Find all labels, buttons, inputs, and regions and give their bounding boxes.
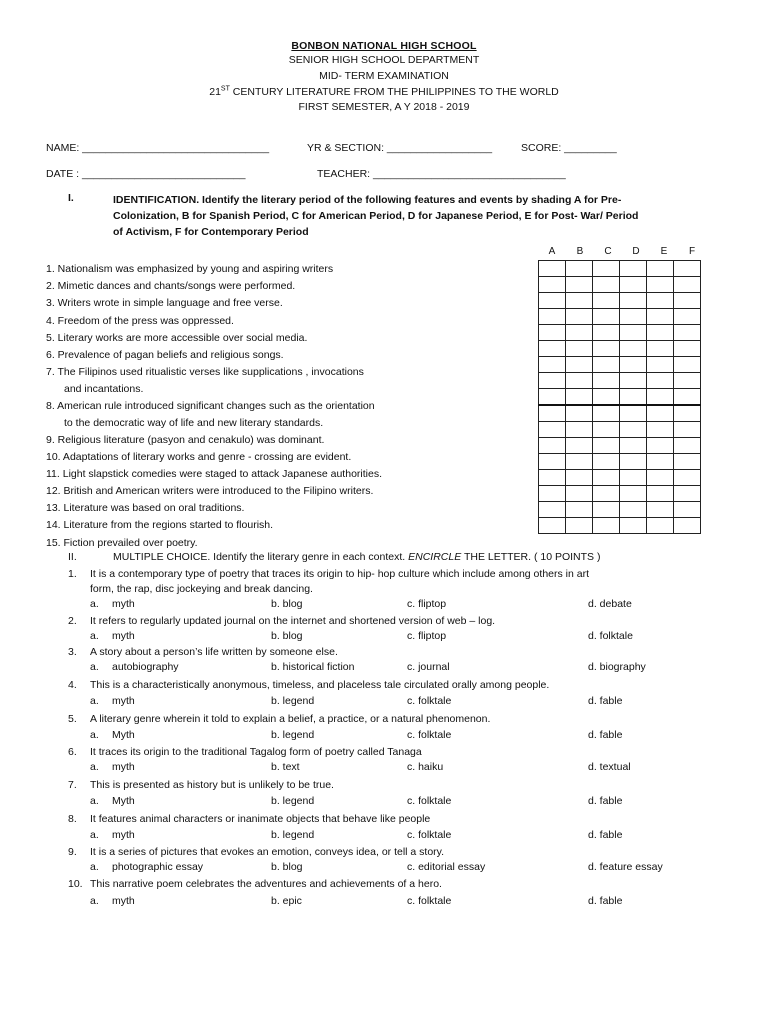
answer-cell[interactable]	[539, 293, 566, 309]
grid-row	[539, 389, 701, 406]
answer-cell[interactable]	[593, 502, 620, 518]
answer-cell[interactable]	[566, 309, 593, 325]
identification-item: 7. The Filipinos used ritualistic verses like supplications , invocations and incantations.	[46, 366, 364, 395]
identification-item: 6. Prevalence of pagan beliefs and religious songs.	[46, 349, 284, 361]
answer-cell[interactable]	[647, 261, 674, 277]
column-header-f: F	[688, 246, 696, 257]
semester: FIRST SEMESTER, A Y 2018 - 2019	[298, 101, 470, 113]
option-d[interactable]: d. folktale	[588, 630, 633, 642]
answer-cell[interactable]	[539, 277, 566, 293]
answer-cell[interactable]	[620, 518, 647, 534]
column-header-e: E	[660, 246, 668, 257]
answer-cell[interactable]	[647, 486, 674, 502]
column-header-b: B	[576, 246, 584, 257]
answer-cell[interactable]	[593, 389, 620, 406]
option-b[interactable]: b. legend	[271, 695, 315, 707]
grid-row	[539, 454, 701, 470]
answer-cell[interactable]	[566, 470, 593, 486]
answer-cell[interactable]	[593, 486, 620, 502]
mc-question: 2. It refers to regularly updated journal on the internet and shortened version of web – log.	[68, 615, 496, 627]
answer-cell[interactable]	[620, 357, 647, 373]
answer-cell[interactable]	[539, 357, 566, 373]
answer-cell[interactable]	[593, 261, 620, 277]
answer-cell[interactable]	[539, 518, 566, 534]
option-b[interactable]: b. blog	[271, 861, 303, 873]
column-header-a: A	[548, 246, 556, 257]
answer-cell[interactable]	[647, 357, 674, 373]
grid-row	[539, 518, 701, 534]
option-a[interactable]: a. photographic essay	[90, 861, 204, 873]
answer-cell[interactable]	[674, 277, 701, 293]
answer-cell[interactable]	[674, 293, 701, 309]
answer-cell[interactable]	[647, 325, 674, 341]
option-a[interactable]: a. myth	[90, 829, 135, 841]
answer-cell[interactable]	[674, 373, 701, 389]
answer-cell[interactable]	[620, 261, 647, 277]
answer-cell[interactable]	[593, 518, 620, 534]
option-c[interactable]: c. fliptop	[407, 598, 447, 610]
grid-row	[539, 470, 701, 486]
answer-cell[interactable]	[593, 438, 620, 454]
option-a[interactable]: a. myth	[90, 598, 135, 610]
answer-cell[interactable]	[620, 454, 647, 470]
answer-cell[interactable]	[566, 277, 593, 293]
answer-cell[interactable]	[620, 341, 647, 357]
answer-cell[interactable]	[593, 277, 620, 293]
identification-item: 5. Literary works are more accessible over social media.	[46, 332, 308, 344]
grid-row	[539, 309, 701, 325]
answer-cell[interactable]	[566, 405, 593, 422]
answer-cell[interactable]	[539, 486, 566, 502]
answer-cell[interactable]	[539, 325, 566, 341]
answer-cell[interactable]	[593, 325, 620, 341]
identification-item: 4. Freedom of the press was oppressed.	[46, 315, 234, 327]
answer-cell[interactable]	[620, 470, 647, 486]
answer-cell[interactable]	[620, 422, 647, 438]
option-d[interactable]: d. fable	[588, 895, 623, 907]
answer-cell[interactable]	[566, 486, 593, 502]
option-b[interactable]: b. legend	[271, 729, 315, 741]
answer-cell[interactable]	[647, 422, 674, 438]
option-a[interactable]: a. Myth	[90, 729, 135, 741]
answer-cell[interactable]	[539, 422, 566, 438]
answer-cell[interactable]	[566, 293, 593, 309]
option-a[interactable]: a. autobiography	[90, 661, 179, 673]
option-a[interactable]: a. Myth	[90, 795, 135, 807]
answer-cell[interactable]	[593, 405, 620, 422]
answer-cell[interactable]	[566, 357, 593, 373]
answer-cell[interactable]	[674, 470, 701, 486]
option-b[interactable]: b. legend	[271, 829, 315, 841]
option-c[interactable]: c. folktale	[407, 695, 452, 707]
identification-item: 2. Mimetic dances and chants/songs were performed.	[46, 280, 296, 292]
answer-cell[interactable]	[647, 470, 674, 486]
answer-cell[interactable]	[674, 438, 701, 454]
school-name: BONBON NATIONAL HIGH SCHOOL	[291, 40, 477, 52]
answer-cell[interactable]	[647, 277, 674, 293]
answer-cell[interactable]	[539, 261, 566, 277]
mc-question: 8. It features animal characters or inanimate objects that behave like people	[68, 813, 431, 825]
answer-cell[interactable]	[566, 261, 593, 277]
option-c[interactable]: c. folktale	[407, 729, 452, 741]
answer-cell[interactable]	[674, 357, 701, 373]
answer-cell[interactable]	[647, 373, 674, 389]
answer-cell[interactable]	[620, 438, 647, 454]
answer-cell[interactable]	[674, 261, 701, 277]
answer-cell[interactable]	[620, 405, 647, 422]
option-c[interactable]: c. folktale	[407, 895, 452, 907]
answer-cell[interactable]	[539, 373, 566, 389]
answer-cell[interactable]	[647, 438, 674, 454]
option-b[interactable]: b. blog	[271, 598, 303, 610]
mc-question: 3. A story about a person’s life written by someone else.	[68, 646, 338, 658]
grid-row	[539, 341, 701, 357]
identification-item: 9. Religious literature (pasyon and cenakulo) was dominant.	[46, 434, 325, 446]
mc-question: 5. A literary genre wherein it told to explain a belief, a practice, or a natural phenomenon.	[68, 713, 491, 725]
option-c[interactable]: c. folktale	[407, 795, 452, 807]
identification-item: 3. Writers wrote in simple language and free verse.	[46, 297, 283, 309]
mc-question: 4. This is a characteristically anonymous, timeless, and placeless tale circulated orally among people.	[68, 679, 550, 691]
grid-row	[539, 293, 701, 309]
identification-item: 8. American rule introduced significant changes such as the orientation to the democratic way of life and new literary standards.	[46, 400, 375, 429]
identification-item: 13. Literature was based on oral traditions.	[46, 502, 245, 514]
score-field[interactable]: SCORE: _________	[521, 142, 617, 154]
option-b[interactable]: b. historical fiction	[271, 661, 355, 673]
answer-cell[interactable]	[539, 502, 566, 518]
option-b[interactable]: b. epic	[271, 895, 302, 907]
answer-cell[interactable]	[539, 438, 566, 454]
answer-cell[interactable]	[620, 293, 647, 309]
option-d[interactable]: d. biography	[588, 661, 646, 673]
grid-row	[539, 325, 701, 341]
teacher-field[interactable]: TEACHER: _________________________________	[317, 168, 566, 180]
section-2-instructions: MULTIPLE CHOICE. Identify the literary genre in each context. ENCIRCLE THE LETTER. ( 10 POINTS )	[113, 551, 601, 563]
answer-cell[interactable]	[620, 325, 647, 341]
answer-cell[interactable]	[593, 470, 620, 486]
date-field[interactable]: DATE : ____________________________	[46, 168, 246, 180]
yr-section-field[interactable]: YR & SECTION: __________________	[307, 142, 493, 154]
answer-cell[interactable]	[566, 373, 593, 389]
option-a[interactable]: a. myth	[90, 895, 135, 907]
grid-row	[539, 438, 701, 454]
answer-cell[interactable]	[566, 454, 593, 470]
option-c[interactable]: c. folktale	[407, 829, 452, 841]
grid-row	[539, 277, 701, 293]
option-c[interactable]: c. editorial essay	[407, 861, 486, 873]
grid-row	[539, 486, 701, 502]
answer-cell[interactable]	[593, 454, 620, 470]
answer-cell[interactable]	[620, 373, 647, 389]
option-c[interactable]: c. haiku	[407, 761, 444, 773]
exam-title: MID- TERM EXAMINATION	[319, 70, 449, 82]
mc-question: 1. It is a contemporary type of poetry that traces its origin to hip- hop culture which include among others in art form, the rap, disc jockeying and break dancing.	[68, 568, 590, 595]
answer-cell[interactable]	[674, 502, 701, 518]
answer-cell[interactable]	[539, 341, 566, 357]
answer-cell[interactable]	[566, 518, 593, 534]
answer-cell[interactable]	[647, 502, 674, 518]
option-a[interactable]: a. myth	[90, 695, 135, 707]
answer-cell[interactable]	[539, 309, 566, 325]
answer-cell[interactable]	[593, 293, 620, 309]
answer-cell[interactable]	[620, 309, 647, 325]
answer-cell[interactable]	[566, 325, 593, 341]
grid-row	[539, 261, 701, 277]
section-2-number: II.	[68, 551, 77, 563]
answer-cell[interactable]	[647, 405, 674, 422]
department: SENIOR HIGH SCHOOL DEPARTMENT	[288, 54, 480, 66]
answer-cell[interactable]	[620, 486, 647, 502]
identification-item: 14. Literature from the regions started to flourish.	[46, 519, 274, 531]
option-d[interactable]: d. fable	[588, 695, 623, 707]
answer-cell[interactable]	[674, 389, 701, 406]
answer-cell[interactable]	[620, 389, 647, 406]
column-header-c: C	[604, 246, 612, 257]
column-header-d: D	[632, 246, 640, 257]
identification-item: 11. Light slapstick comedies were staged to attack Japanese authorities.	[46, 468, 382, 480]
answer-cell[interactable]	[539, 454, 566, 470]
answer-grid	[538, 260, 701, 534]
grid-row	[539, 357, 701, 373]
answer-cell[interactable]	[647, 389, 674, 406]
section-1-instructions: IDENTIFICATION. Identify the literary period of the following features and events by shading A for Pre- Colonization, B for Spanish Period, C for American Period, D for Japanese Period, E for Post- War/ Period of Activism, F for Contemporary Period	[113, 194, 639, 238]
answer-cell[interactable]	[566, 389, 593, 406]
name-field[interactable]: NAME: ________________________________	[46, 142, 270, 154]
answer-cell[interactable]	[566, 502, 593, 518]
answer-cell[interactable]	[647, 293, 674, 309]
mc-question: 7. This is presented as history but is unlikely to be true.	[68, 779, 334, 791]
grid-row	[539, 405, 701, 422]
mc-question: 6. It traces its origin to the traditional Tagalog form of poetry called Tanaga	[68, 746, 422, 758]
option-d[interactable]: d. debate	[588, 598, 632, 610]
answer-cell[interactable]	[566, 341, 593, 357]
answer-cell[interactable]	[674, 454, 701, 470]
answer-cell[interactable]	[593, 309, 620, 325]
answer-cell[interactable]	[674, 518, 701, 534]
option-b[interactable]: b. text	[271, 761, 300, 773]
answer-cell[interactable]	[620, 502, 647, 518]
section-1-number: I.	[68, 192, 74, 204]
option-a[interactable]: a. myth	[90, 630, 135, 642]
answer-cell[interactable]	[647, 518, 674, 534]
answer-cell[interactable]	[566, 438, 593, 454]
answer-cell[interactable]	[674, 422, 701, 438]
answer-cell[interactable]	[647, 309, 674, 325]
answer-cell[interactable]	[674, 309, 701, 325]
option-d[interactable]: d. fable	[588, 795, 623, 807]
answer-cell[interactable]	[620, 277, 647, 293]
grid-row	[539, 502, 701, 518]
answer-cell[interactable]	[593, 373, 620, 389]
answer-cell[interactable]	[674, 325, 701, 341]
answer-cell[interactable]	[593, 341, 620, 357]
mc-question: 9. It is a series of pictures that evokes an emotion, conveys idea, or tell a story.	[68, 846, 445, 858]
answer-cell[interactable]	[593, 422, 620, 438]
mc-question: 10. This narrative poem celebrates the adventures and achievements of a hero.	[68, 878, 442, 890]
grid-row	[539, 422, 701, 438]
option-c[interactable]: c. fliptop	[407, 630, 447, 642]
answer-cell[interactable]	[566, 422, 593, 438]
option-d[interactable]: d. fable	[588, 729, 623, 741]
answer-cell[interactable]	[674, 341, 701, 357]
identification-item: 1. Nationalism was emphasized by young and aspiring writers	[46, 263, 334, 275]
grid-row	[539, 373, 701, 389]
answer-cell[interactable]	[674, 486, 701, 502]
answer-cell[interactable]	[539, 389, 566, 406]
identification-item: 15. Fiction prevailed over poetry.	[46, 537, 198, 549]
course-title: 21ST CENTURY LITERATURE FROM THE PHILIPPINES TO THE WORLD	[209, 85, 559, 98]
answer-cell[interactable]	[647, 454, 674, 470]
identification-item: 12. British and American writers were introduced to the Filipino writers.	[46, 485, 374, 497]
option-d[interactable]: d. feature essay	[588, 861, 663, 873]
answer-cell[interactable]	[539, 470, 566, 486]
option-a[interactable]: a. myth	[90, 761, 135, 773]
answer-cell[interactable]	[647, 341, 674, 357]
option-c[interactable]: c. journal	[407, 661, 450, 673]
option-b[interactable]: b. blog	[271, 630, 303, 642]
identification-item: 10. Adaptations of literary works and genre - crossing are evident.	[46, 451, 352, 463]
option-d[interactable]: d. textual	[588, 761, 631, 773]
option-d[interactable]: d. fable	[588, 829, 623, 841]
option-b[interactable]: b. legend	[271, 795, 315, 807]
answer-cell[interactable]	[674, 405, 701, 422]
answer-cell[interactable]	[593, 357, 620, 373]
answer-cell[interactable]	[539, 405, 566, 422]
